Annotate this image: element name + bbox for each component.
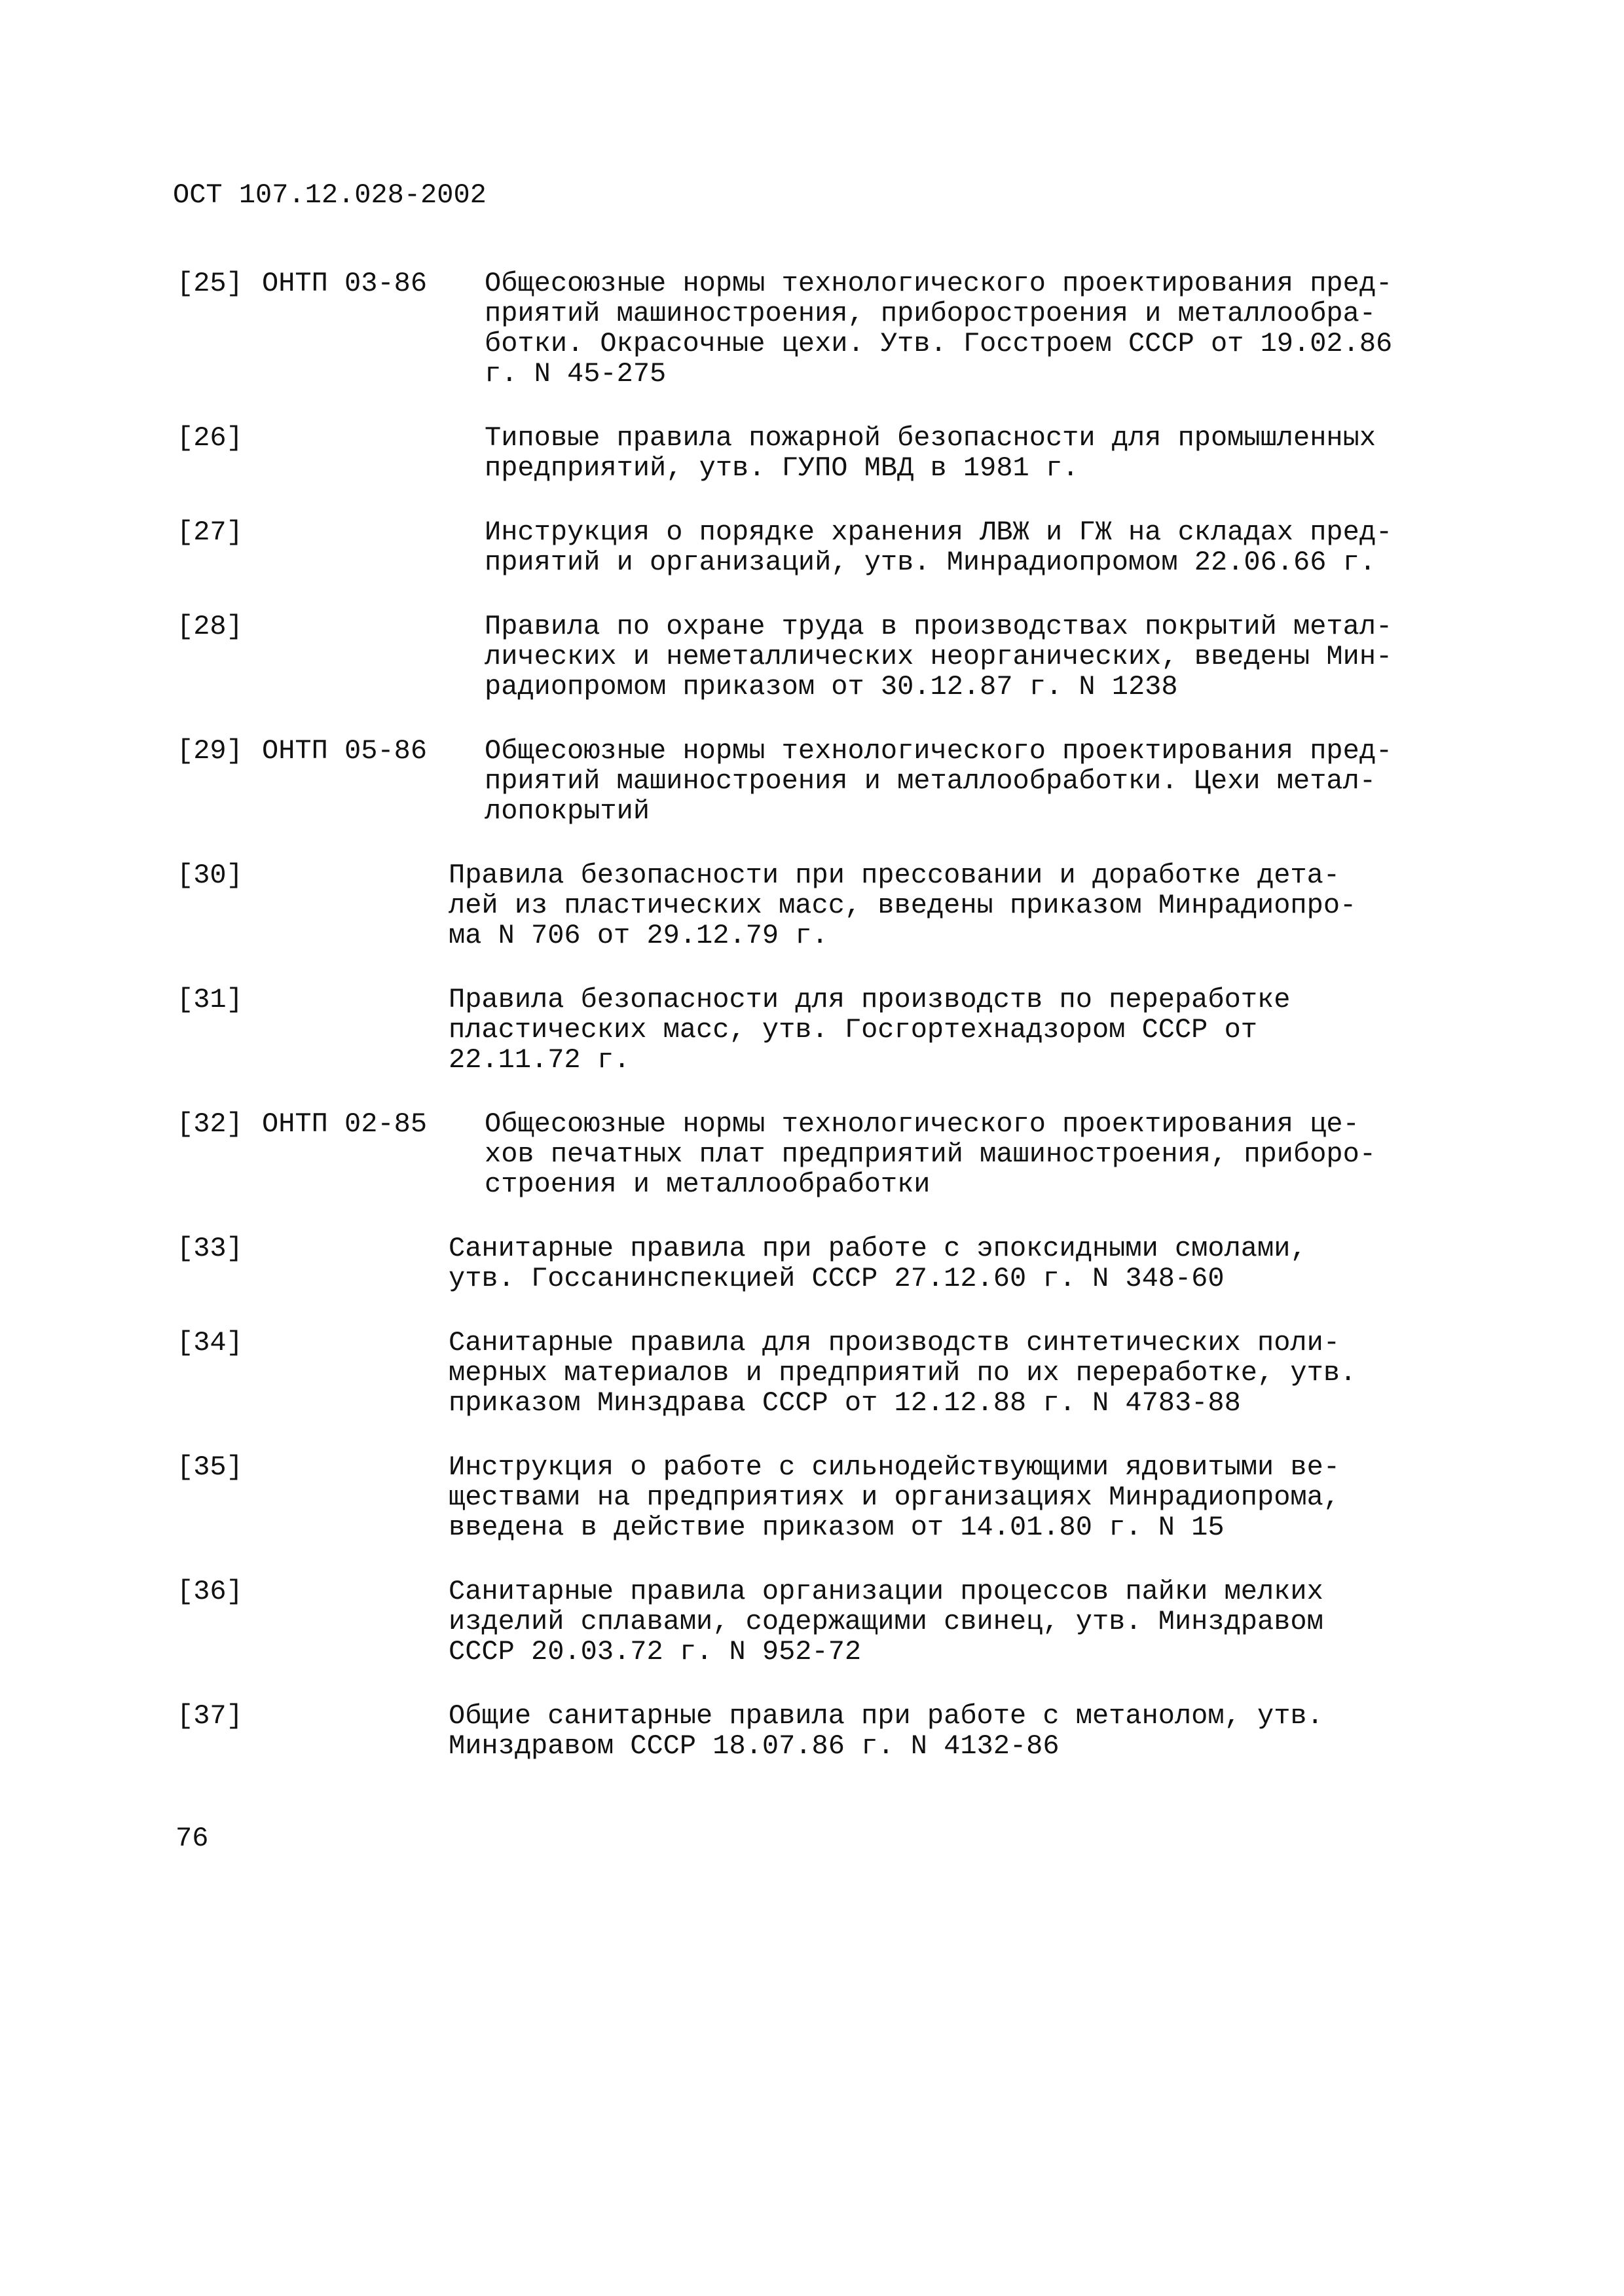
reference-item <box>177 1109 1500 1199</box>
reference-text: Инструкция о порядке хранения ЛВЖ и ГЖ на складах пред- приятий и организаций, утв. Минрадиопромом 22.06.66 г. <box>485 517 1393 578</box>
reference-item <box>177 1701 1500 1761</box>
reference-item <box>177 1233 1500 1294</box>
reference-number: [33] <box>177 1233 243 1264</box>
reference-text: Инструкция о работе с сильнодействующими ядовитыми ве- ществами на предприятиях и организациях Минрадиопрома, введена в действие приказом от 14.01.80 г. N 15 <box>449 1451 1340 1543</box>
reference-text: Общие санитарные правила при работе с метанолом, утв. Минздравом СССР 18.07.86 г. N 4132-86 <box>449 1700 1323 1762</box>
reference-text: Общесоюзные нормы технологического проектирования пред- приятий машиностроения, приборостроения и металлообра- ботки. Окрасочные цехи. Утв. Госстроем СССР от 19.02.86 г. N 45-275 <box>485 268 1393 390</box>
reference-item <box>177 1576 1500 1667</box>
reference-number: [32] <box>177 1108 243 1140</box>
reference-text: Общесоюзные нормы технологического проектирования пред- приятий машиностроения и металлообработки. Цехи метал- лопокрытий <box>485 735 1393 827</box>
reference-item <box>177 268 1500 389</box>
reference-text: Правила безопасности при прессовании и доработке дета- лей из пластических масс, введены приказом Минрадиопро- ма N 706 от 29.12.79 г. <box>449 860 1357 951</box>
reference-number: [35] <box>177 1451 243 1483</box>
reference-text: Типовые правила пожарной безопасности для промышленных предприятий, утв. ГУПО МВД в 1981 г. <box>485 422 1376 484</box>
reference-text: Общесоюзные нормы технологического проектирования це- хов печатных плат предприятий машиностроения, приборо- строения и металлообработки <box>485 1108 1376 1200</box>
reference-number: [30] <box>177 860 243 891</box>
reference-code: ОНТП 02-85 <box>262 1108 428 1140</box>
reference-number: [37] <box>177 1700 243 1732</box>
reference-item <box>177 517 1500 577</box>
reference-number: [31] <box>177 984 243 1015</box>
page-number: 76 <box>175 1823 209 1854</box>
reference-text: Санитарные правила для производств синтетических поли- мерных материалов и предприятий по их переработке, утв. приказом Минздрава СССР от 12.12.88 г. N 4783-88 <box>449 1327 1357 1419</box>
reference-item <box>177 611 1500 702</box>
reference-number: [36] <box>177 1576 243 1607</box>
reference-number: [27] <box>177 517 243 548</box>
reference-number: [28] <box>177 611 243 642</box>
reference-item <box>177 1328 1500 1418</box>
reference-text: Правила по охране труда в производствах покрытий метал- лических и неметаллических неорганических, введены Мин- радиопромом приказом от 30.12.87 г. N 1238 <box>485 611 1393 702</box>
reference-number: [25] <box>177 268 243 299</box>
reference-number: [26] <box>177 422 243 454</box>
reference-item <box>177 860 1500 951</box>
reference-text: Санитарные правила при работе с эпоксидными смолами, утв. Госсанинспекцией СССР 27.12.60 г. N 348-60 <box>449 1233 1307 1294</box>
reference-text: Санитарные правила организации процессов пайки мелких изделий сплавами, содержащими свинец, утв. Минздравом СССР 20.03.72 г. N 952-72 <box>449 1576 1323 1667</box>
document-code-header: ОСТ 107.12.028-2002 <box>173 179 487 211</box>
reference-number: [34] <box>177 1327 243 1358</box>
reference-code: ОНТП 03-86 <box>262 268 428 299</box>
reference-item <box>177 1452 1500 1542</box>
reference-item <box>177 985 1500 1075</box>
reference-number: [29] <box>177 735 243 767</box>
reference-list <box>177 268 1500 1795</box>
reference-code: ОНТП 05-86 <box>262 735 428 767</box>
reference-text: Правила безопасности для производств по переработке пластических масс, утв. Госгортехнадзором СССР от 22.11.72 г. <box>449 984 1291 1076</box>
reference-item <box>177 736 1500 826</box>
reference-item <box>177 423 1500 483</box>
